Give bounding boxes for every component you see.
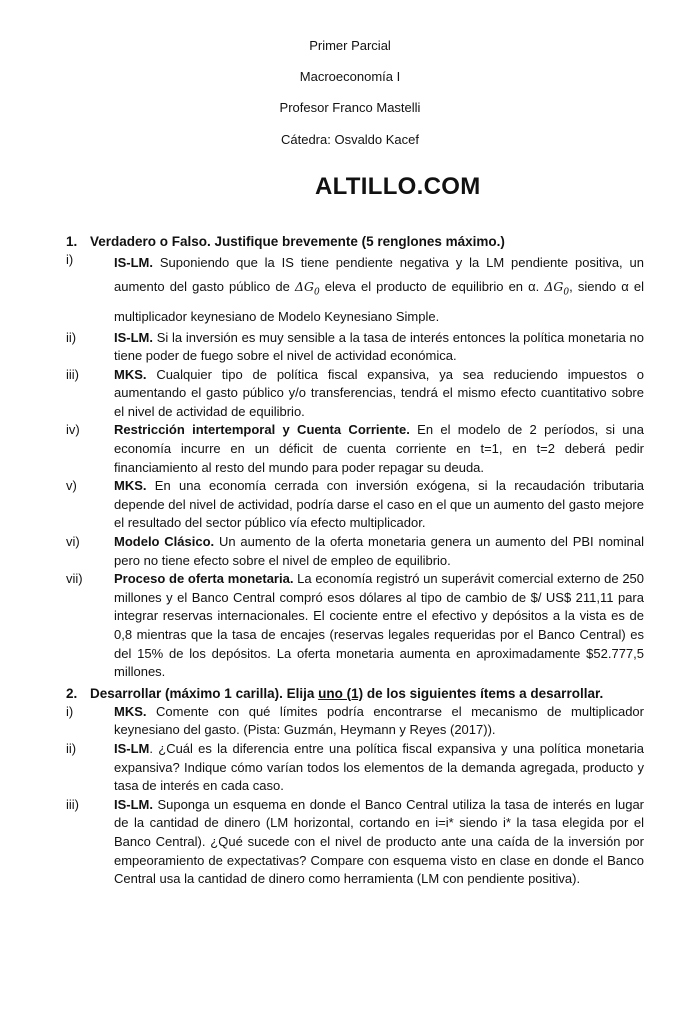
subscript: 0 <box>313 287 320 298</box>
section-2-heading <box>66 684 644 703</box>
item-topic: IS-LM. <box>114 329 153 345</box>
item-number: i) <box>66 252 74 267</box>
item-text <box>114 570 644 682</box>
item-body: Suponga un esquema en donde el Banco Central utiliza la tasa de interés en lugar de la cantidad de dinero (LM horizontal, cortando en i=i* siendo i* la tasa elegida por el Banco Central). ¿Qué sucede con el nivel de producto ante una caída de la inversión por empeoramiento de expectativas? Compare con esquema visto en clase en donde el Banco Central usa la cantidad de dinero como herramienta (LM con pendiente positiva). <box>114 796 644 887</box>
item-body: . ¿Cuál es la diferencia entre una política fiscal expansiva y una política monetaria expansiva? Indique cómo varían todos los elementos de la demanda agregada, producto y tasa de interés en cada caso. <box>114 740 644 794</box>
question-item <box>66 533 644 570</box>
professor: Profesor Franco Mastelli <box>279 100 421 115</box>
section-number: 1. <box>66 234 78 249</box>
item-topic: MKS. <box>114 366 147 382</box>
subscript: 0 <box>563 287 570 298</box>
item-topic: Proceso de oferta monetaria. <box>114 571 294 587</box>
question-item <box>66 703 644 740</box>
item-number: iv) <box>66 422 80 438</box>
item-text <box>114 421 644 477</box>
item-number: iii) <box>66 366 79 382</box>
question-item <box>66 570 644 682</box>
title-part: Desarrollar (máximo 1 carilla). Elija <box>90 685 319 701</box>
item-text <box>114 796 644 889</box>
exam-title: Primer Parcial <box>309 38 391 53</box>
underlined-emphasis: uno (1) <box>318 685 364 701</box>
text-part: , siendo α el multiplicador keynesiano de Modelo Keynesiano Simple. <box>114 279 644 324</box>
course-name: Macroeconomía I <box>299 69 401 84</box>
item-text <box>114 740 644 796</box>
item-body: La economía registró un superávit comercial externo de 250 millones y el Banco Central compró esos dólares al tipo de cambio de $/ US$ 211,11 para integrar reservas internacionales. El cociente entre el efectivo y depósitos a la vista es de 0,8 mientras que la tasa de encajes (reservas legales requeridas por el Banco Central) es del 15% de los depósitos. La oferta monetaria aumenta en aproximadamente $52.777,5 millones. <box>114 571 645 680</box>
section-title <box>90 684 644 703</box>
exam-body <box>66 230 644 889</box>
text-part: eleva el producto de equilibrio en α. <box>319 279 545 294</box>
delta-g-symbol <box>294 279 320 298</box>
item-number: iii) <box>66 796 79 812</box>
question-item <box>66 421 644 477</box>
delta-g-symbol <box>544 279 570 298</box>
section-title: Verdadero o Falso. Justifique brevemente (5 renglones máximo.) <box>90 234 505 249</box>
section-number: 2. <box>66 685 78 701</box>
item-body: Si la inversión es muy sensible a la tasa de interés entonces la política monetaria no tiene poder de fuego sobre el nivel de actividad económica. <box>114 329 644 364</box>
item-body: En una economía cerrada con inversión exógena, si la recaudación tributaria depende del nivel de actividad, podría darse el caso en el que un aumento del gasto mejore el resultado del sector público vía efecto multiplicador. <box>114 478 644 531</box>
title-part: de los siguientes ítems a desarrollar. <box>363 685 604 701</box>
item-number: vi) <box>66 534 80 550</box>
item-topic: Modelo Clásico. <box>114 534 215 550</box>
item-topic: MKS. <box>114 478 147 494</box>
question-item <box>66 740 644 796</box>
chair: Cátedra: Osvaldo Kacef <box>280 132 420 147</box>
math: ΔG <box>294 279 314 294</box>
item-topic: IS-LM <box>114 740 150 756</box>
section-1-heading <box>66 232 644 251</box>
question-item <box>66 366 644 422</box>
item-number: vii) <box>66 571 83 587</box>
item-text <box>114 329 644 366</box>
question-item <box>66 329 644 366</box>
question-item <box>66 251 644 329</box>
item-body: Un aumento de la oferta monetaria genera un aumento del PBI nominal pero no tiene efecto sobre el nivel de empleo de equilibrio. <box>114 534 644 568</box>
item-topic: MKS. <box>114 703 147 719</box>
item-body: En el modelo de 2 períodos, si una economía incurre en un déficit de cuenta corriente en t=1, en t=2 deberá pedir financiamiento al resto del mundo para poder repagar su deuda. <box>114 422 645 475</box>
item-text <box>114 477 644 533</box>
item-text <box>114 366 644 422</box>
text-part: Suponiendo que la IS tiene pendiente negativa y la LM pendiente positiva, un aumento del gasto público de <box>114 255 644 294</box>
item-body: Cualquier tipo de política fiscal expansiva, ya sea reduciendo impuestos o aumentando el gasto público y/o transferencias, tendrá el mismo efecto cuantitativo sobre el nivel de actividad de equilibrio. <box>114 366 644 419</box>
item-number: ii) <box>66 740 77 756</box>
item-text <box>114 703 644 740</box>
item-number: ii) <box>66 329 77 345</box>
item-text <box>114 533 644 570</box>
item-number: i) <box>66 703 74 719</box>
altillo-logo: ALTILLO.COM <box>315 173 481 200</box>
item-body: Comente con qué límites podría encontrarse el mecanismo de multiplicador keynesiano del gasto. (Pista: Guzmán, Heymann y Reyes (2017)). <box>114 703 644 738</box>
item-topic: Restricción intertemporal y Cuenta Corriente. <box>114 422 410 438</box>
math: ΔG <box>544 279 564 294</box>
item-topic: IS-LM. <box>114 796 153 812</box>
item-text <box>114 251 644 329</box>
item-topic: IS-LM. <box>114 255 153 270</box>
item-number: v) <box>66 478 77 494</box>
question-item <box>66 477 644 533</box>
question-item <box>66 796 644 889</box>
